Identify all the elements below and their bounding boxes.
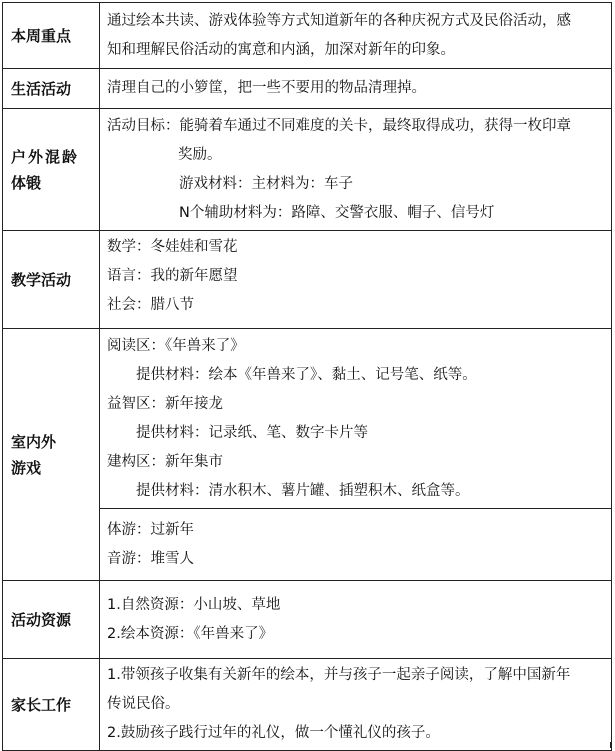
content-area-games	[100, 329, 612, 509]
content-parent-work	[100, 659, 612, 751]
next-row-edge	[2, 742, 611, 748]
outdoor-aux-material: N个辅助材料为：路障、交警衣服、帽子、信号灯	[179, 204, 495, 221]
row-outdoor-exercise	[3, 109, 612, 231]
label-outdoor-exercise	[3, 109, 100, 231]
outdoor-label-line-1: 户外混龄	[11, 147, 80, 166]
indoor-label-line-2: 游戏	[11, 458, 42, 477]
content-teaching-activity	[100, 231, 612, 329]
teaching-item-language: 语言：我的新年愿望	[107, 268, 238, 284]
content-sport-music-games	[100, 509, 612, 581]
content-outdoor-exercise	[100, 109, 612, 231]
label-life-activity: 生活活动	[3, 69, 100, 109]
parent-item-1-line-2: 传说民俗。	[107, 696, 180, 712]
puzzle-area-materials: 提供材料：记录纸、笔、数字卡片等	[136, 424, 368, 441]
row-parent-work	[3, 659, 612, 751]
row-teaching-activity	[3, 231, 612, 329]
parent-item-1-line-1: 1.带领孩子收集有关新年的绘本，并与孩子一起亲子阅读，了解中国新年	[107, 667, 571, 683]
construction-area-materials: 提供材料：清水积木、薯片罐、插塑积木、纸盒等。	[136, 482, 470, 499]
content-life-activity	[100, 69, 612, 109]
outdoor-goal: 活动目标：能骑着车通过不同难度的关卡，最终取得成功，获得一枚印章	[107, 117, 571, 134]
construction-area: 建构区：新年集市	[107, 453, 223, 470]
row-indoor-outdoor-games	[3, 329, 612, 509]
content-weekly-focus	[100, 3, 612, 69]
teaching-item-math: 数学：冬娃娃和雪花	[107, 239, 238, 255]
label-parent-work: 家长工作	[3, 659, 100, 751]
resource-item-2: 2.绘本资源：《年兽来了》	[107, 625, 274, 642]
indoor-label-line-1: 室内外	[11, 432, 57, 451]
teaching-item-society: 社会：腊八节	[107, 297, 194, 313]
outdoor-goal-cont: 奖励。	[178, 146, 222, 163]
label-activity-resources: 活动资源	[3, 581, 100, 659]
label-weekly-focus: 本周重点	[3, 3, 100, 69]
puzzle-area: 益智区：新年接龙	[107, 395, 223, 412]
focus-line-2: 知和理解民俗活动的寓意和内涵，加深对新年的印象。	[107, 41, 455, 58]
label-teaching-activity: 教学活动	[3, 231, 100, 329]
life-text: 清理自己的小箩筐，把一些不要用的物品清理掉。	[107, 80, 426, 96]
row-activity-resources	[3, 581, 612, 659]
music-game: 音游：堆雪人	[107, 550, 194, 567]
reading-area-materials: 提供材料：绘本《年兽来了》、黏土、记号笔、纸等。	[136, 366, 477, 383]
row-weekly-focus	[3, 3, 612, 69]
outdoor-main-material: 游戏材料：主材料为：车子	[179, 175, 353, 192]
content-activity-resources	[100, 581, 612, 659]
row-life-activity	[3, 69, 612, 109]
reading-area: 阅读区：《年兽来了》	[107, 337, 245, 354]
outdoor-label-line-2: 体锻	[11, 173, 42, 192]
resource-item-1: 1.自然资源：小山坡、草地	[107, 596, 281, 613]
parent-item-2: 2.鼓励孩子践行过年的礼仪，做一个懂礼仪的孩子。	[107, 725, 440, 741]
focus-line-1: 通过绘本共读、游戏体验等方式知道新年的各种庆祝方式及民俗活动，感	[107, 12, 571, 29]
weekly-plan-table	[2, 2, 612, 751]
label-indoor-outdoor-games	[3, 329, 100, 581]
sport-game: 体游：过新年	[107, 521, 194, 538]
